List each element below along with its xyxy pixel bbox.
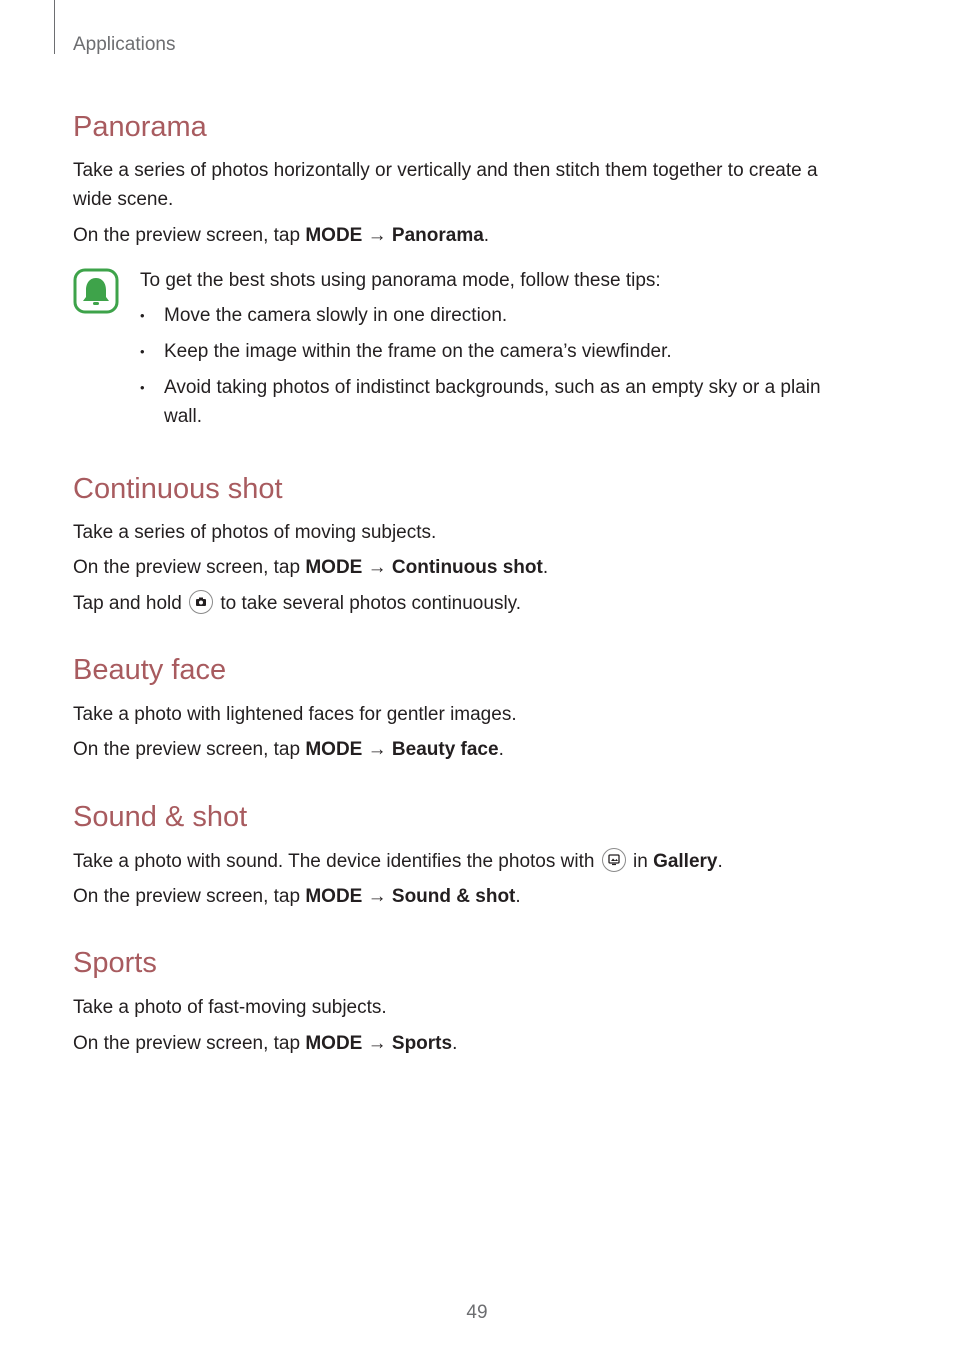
step-prefix: On the preview screen, tap	[73, 557, 306, 578]
mode-target: Sound & shot	[391, 886, 516, 907]
mode-target: Panorama	[391, 225, 484, 246]
continuous-description: Take a series of photos of moving subjects.	[73, 522, 437, 543]
sports-title: Sports	[73, 947, 157, 979]
desc-prefix: Take a photo with sound. The device identifies the photos with	[73, 851, 600, 872]
beauty-title: Beauty face	[73, 654, 227, 686]
mode-label: MODE	[305, 1033, 363, 1054]
panorama-steps	[73, 221, 853, 250]
hold-prefix: Tap and hold	[73, 593, 188, 614]
sports-description: Take a photo of fast-moving subjects.	[73, 997, 387, 1018]
sound-title: Sound & shot	[73, 801, 248, 833]
step-prefix: On the preview screen, tap	[73, 739, 306, 760]
tip-item: • Keep the image within the frame on the camera’s viewfinder.	[140, 337, 853, 366]
mode-label: MODE	[305, 557, 363, 578]
sound-shot-icon	[602, 848, 626, 872]
page-number: 49	[466, 1302, 488, 1323]
section-sports	[73, 946, 853, 1058]
gallery-label: Gallery	[653, 851, 718, 872]
section-panorama	[73, 110, 853, 250]
period: .	[452, 1033, 458, 1054]
beauty-description: Take a photo with lightened faces for gentler images.	[73, 704, 517, 725]
period: .	[542, 557, 549, 578]
step-prefix: On the preview screen, tap	[73, 886, 306, 907]
arrow: →	[362, 1033, 392, 1054]
hold-suffix: to take several photos continuously.	[215, 593, 522, 614]
mode-label: MODE	[305, 886, 363, 907]
mode-target: Beauty face	[391, 739, 499, 760]
continuous-hold-instruction	[73, 589, 853, 618]
arrow: →	[362, 886, 392, 907]
note-intro: To get the best shots using panorama mode, follow these tips:	[140, 270, 661, 291]
mode-label: MODE	[305, 225, 363, 246]
camera-shutter-icon	[189, 590, 213, 614]
desc-mid: in	[627, 851, 654, 872]
section-beauty-face	[73, 653, 853, 764]
panorama-title: Panorama	[73, 111, 207, 143]
panorama-description: Take a series of photos horizontally or vertically and then stitch them together to create a wide scene.	[73, 160, 818, 210]
continuous-steps	[73, 553, 853, 582]
mode-target: Continuous shot	[391, 557, 543, 578]
notification-bell-icon	[73, 268, 119, 314]
arrow: →	[362, 225, 392, 246]
section-sound-shot	[73, 800, 853, 911]
tip-item: • Move the camera slowly in one direction.	[140, 301, 853, 330]
beauty-steps	[73, 735, 853, 764]
arrow: →	[362, 739, 392, 760]
step-prefix: On the preview screen, tap	[73, 1033, 306, 1054]
arrow: →	[362, 557, 392, 578]
tips-list	[140, 301, 853, 431]
sound-steps	[73, 882, 853, 911]
running-head: Applications	[73, 34, 176, 55]
period: .	[498, 739, 504, 760]
continuous-title: Continuous shot	[73, 473, 283, 505]
tip-item: • Avoid taking photos of indistinct backgrounds, such as an empty sky or a plain wall.	[140, 373, 853, 431]
sports-steps	[73, 1029, 853, 1058]
mode-label: MODE	[305, 739, 363, 760]
period: .	[717, 851, 723, 872]
step-prefix: On the preview screen, tap	[73, 225, 306, 246]
sound-description	[73, 847, 853, 876]
side-rule	[54, 0, 55, 54]
period: .	[515, 886, 521, 907]
section-continuous-shot	[73, 472, 853, 618]
period: .	[483, 225, 490, 246]
mode-target: Sports	[391, 1033, 453, 1054]
